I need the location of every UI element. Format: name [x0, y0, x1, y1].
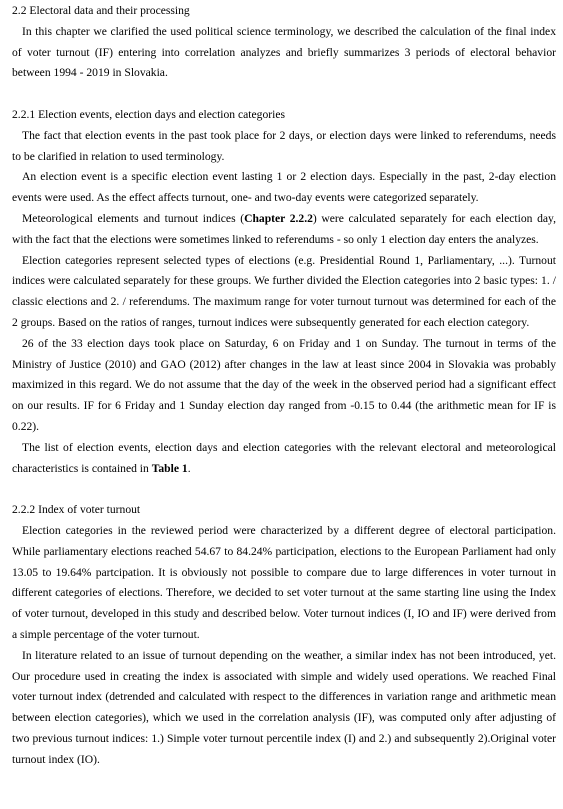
paragraph-text: .: [187, 461, 191, 475]
paragraph-participation: Election categories in the reviewed period were characterized by a different degree of electoral participation. While parliamentary elections reached 54.67 to 84.24% participation, elections to the European Parliament had only 13.05 to 19.64% partcipation. It is obviously not possible to compare due to large differences in voter turnout in different categories of elections. Therefore, we decided to set voter turnout at the same starting line using the Index of voter turnout, developed in this study and described below. Voter turnout indices (I, IO and IF) were derived from a simple percentage of the voter turnout.: [12, 523, 556, 641]
section-spacer: [12, 84, 556, 105]
paragraph-index-procedure: In literature related to an issue of turnout depending on the weather, a similar index has not been introduced, yet. Our procedure used in creating the index is associated with simple and widely used operations. We reached Final voter turnout index (detrended and calculated with respect to the differences in variation range and arithmetic mean between election categories), which we used in the correlation analysis (IF), was computed only after adjusting of two previous turnout indices: 1.) Simple voter turnout percentile index (I) and 2.) and subsequently 2).Original voter turnout index (IO).: [12, 648, 556, 766]
paragraph-terminology: The fact that election events in the past took place for 2 days, or election days were linked to referendums, needs to be clarified in relation to used terminology.: [12, 128, 556, 163]
paragraph-meteorological-elements: [12, 209, 556, 251]
paragraph-text: Meteorological elements and turnout indices (: [22, 211, 245, 225]
paragraph-text: ) were calculated separately for each election day, with the fact that the elections were sometimes linked to referendums - so only 1 election day enters the analyzes.: [12, 211, 556, 246]
paragraph-table-reference: [12, 438, 556, 480]
paragraph-election-event: An election event is a specific election event lasting 1 or 2 election days. Especially in the past, 2-day election events were used. As the effect affects turnout, one- and two-day events were categorized separately.: [12, 170, 556, 205]
paragraph-text: The list of election events, election days and election categories with the relevant electoral and meteorological characteristics is contained in: [12, 440, 556, 475]
section-spacer: [12, 479, 556, 500]
chapter-reference: Chapter 2.2.2: [244, 211, 313, 225]
section-heading-2-2: 2.2 Electoral data and their processing: [12, 4, 190, 17]
section-heading-2-2-2: 2.2.2 Index of voter turnout: [12, 503, 141, 517]
table-reference: Table 1: [151, 461, 188, 475]
paragraph-election-categories: Election categories represent selected types of elections (e.g. Presidential Round 1, Parliamentary, ...). Turnout indices were calculated separately for these groups. We further divided the Election categories into 2 basic types: 1. / classic elections and 2. / referendums. The maximum range for voter turnout turnout was determined for each of the 2 groups. Based on the ratios of ranges, turnout indices were subsequently generated for each election category.: [12, 253, 556, 329]
paragraph-election-days: 26 of the 33 election days took place on Saturday, 6 on Friday and 1 on Sunday. The turnout in terms of the Ministry of Justice (2010) and GAO (2012) after changes in the law at least since 2004 in Slovakia was probably maximized in this regard. We do not assume that the day of the week in the observed period had a significant effect on our results. IF for 6 Friday and 1 Sunday election day ranged from -0.15 to 0.44 (the arithmetic mean for IF is 0.22).: [12, 336, 556, 433]
section-2-2-intro-paragraph: In this chapter we clarified the used political science terminology, we described the calculation of the final index of voter turnout (IF) entering into correlation analyzes and briefly summarizes 3 periods of electoral behavior between 1994 - 2019 in Slovakia.: [12, 24, 556, 80]
section-heading-2-2-1: 2.2.1 Election events, election days and election categories: [12, 107, 285, 121]
